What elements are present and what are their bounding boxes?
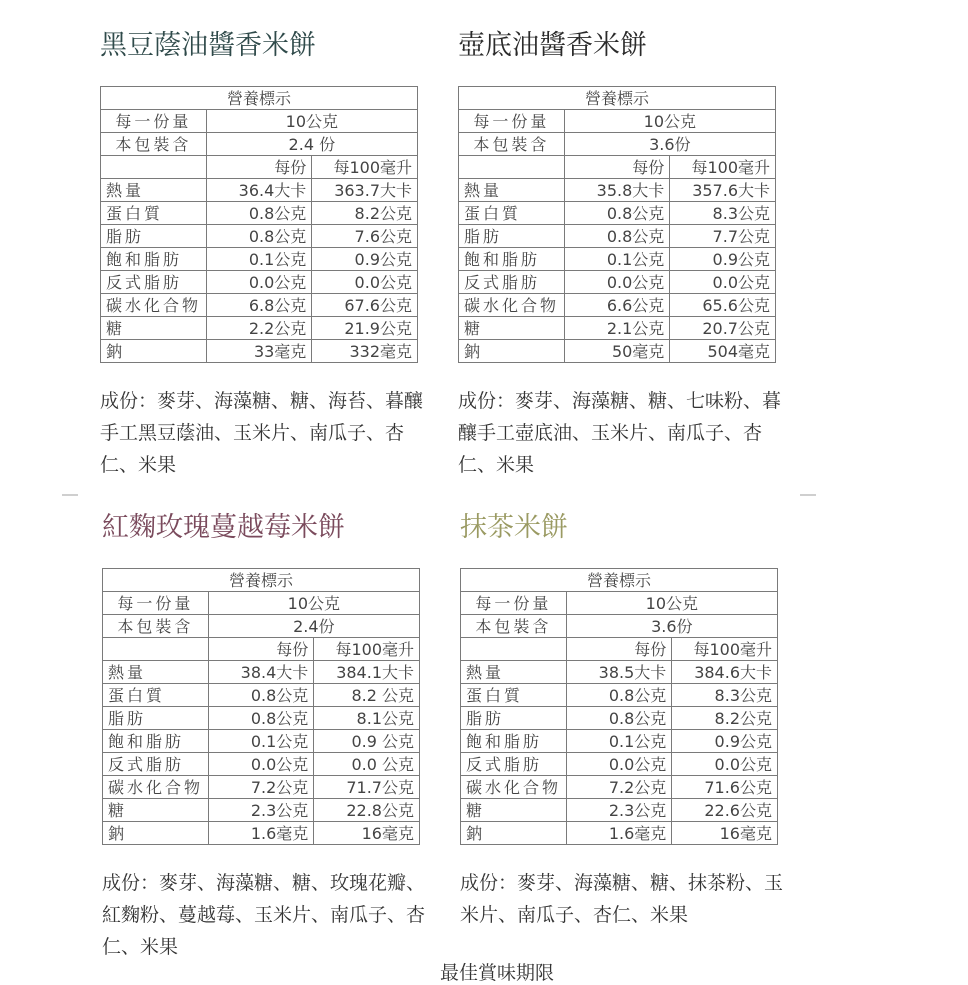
per-serving-value: 0.8公克	[564, 202, 670, 225]
nutrient-label: 飽和脂肪	[461, 730, 567, 753]
footer-heading-cut: 最佳賞味期限	[440, 962, 555, 984]
servings-row	[461, 615, 778, 638]
nutrient-row	[103, 753, 420, 776]
product-card-1	[100, 28, 430, 481]
serving-size-label: 每一份量	[459, 110, 565, 133]
nutrient-label: 脂肪	[459, 225, 565, 248]
serving-size-label: 每一份量	[103, 592, 209, 615]
nutrient-row	[103, 661, 420, 684]
nutrient-label: 脂肪	[101, 225, 207, 248]
nutrition-table	[460, 568, 778, 845]
per-100-value: 7.6公克	[312, 225, 418, 248]
per-100-value: 0.0公克	[670, 271, 776, 294]
nutrient-label: 鈉	[459, 340, 565, 363]
per-serving-value: 6.6公克	[564, 294, 670, 317]
servings-label: 本包裝含	[101, 133, 207, 156]
serving-size-value: 10公克	[566, 592, 777, 615]
per-100-value: 0.9公克	[312, 248, 418, 271]
per-100-value: 16毫克	[672, 822, 778, 845]
nutrient-label: 蛋白質	[459, 202, 565, 225]
per-100-value: 16毫克	[314, 822, 420, 845]
serving-size-value: 10公克	[564, 110, 775, 133]
product-title: 紅麴玫瑰蔓越莓米餅	[102, 512, 345, 543]
per-serving-value: 0.8公克	[566, 684, 672, 707]
table-title: 營養標示	[461, 569, 778, 592]
per-100-value: 332毫克	[312, 340, 418, 363]
per-serving-value: 6.8公克	[206, 294, 312, 317]
per-100-value: 8.2公克	[672, 707, 778, 730]
table-title: 營養標示	[101, 87, 418, 110]
nutrient-label: 反式脂肪	[101, 271, 207, 294]
nutrient-row	[461, 753, 778, 776]
per-serving-value: 38.4大卡	[208, 661, 314, 684]
nutrient-row	[103, 707, 420, 730]
nutrient-label: 碳水化合物	[103, 776, 209, 799]
nutrient-row	[103, 776, 420, 799]
nutrient-row	[101, 340, 418, 363]
per-serving-value: 0.1公克	[566, 730, 672, 753]
empty-header-cell	[103, 638, 209, 661]
per-100-value: 22.6公克	[672, 799, 778, 822]
per-serving-value: 0.1公克	[208, 730, 314, 753]
nutrition-table	[102, 568, 420, 845]
nutrient-row	[461, 799, 778, 822]
per-100-value: 8.3公克	[670, 202, 776, 225]
per-100-value: 65.6公克	[670, 294, 776, 317]
servings-value: 2.4份	[208, 615, 419, 638]
serving-size-row	[459, 110, 776, 133]
product-card-2	[458, 28, 788, 481]
ingredients-text: 成份：麥芽、海藻糖、糖、玫瑰花瓣、紅麴粉、蔓越莓、玉米片、南瓜子、杏仁、米果	[102, 872, 426, 958]
per-serving-value: 0.8公克	[208, 684, 314, 707]
nutrient-row	[101, 179, 418, 202]
serving-size-row	[103, 592, 420, 615]
per-100-value: 0.0公克	[312, 271, 418, 294]
servings-value: 2.4 份	[206, 133, 417, 156]
product-card-3	[102, 510, 432, 963]
nutrient-label: 反式脂肪	[103, 753, 209, 776]
per-serving-value: 0.8公克	[206, 225, 312, 248]
per-100-value: 8.2 公克	[314, 684, 420, 707]
nutrient-label: 熱量	[103, 661, 209, 684]
per-serving-value: 7.2公克	[208, 776, 314, 799]
per-100-value: 357.6大卡	[670, 179, 776, 202]
table-title: 營養標示	[103, 569, 420, 592]
nutrient-row	[101, 271, 418, 294]
per-100-value: 21.9公克	[312, 317, 418, 340]
nutrient-label: 飽和脂肪	[101, 248, 207, 271]
per-100-value: 67.6公克	[312, 294, 418, 317]
product-title: 黑豆蔭油醬香米餅	[100, 30, 316, 61]
nutrient-label: 蛋白質	[103, 684, 209, 707]
nutrient-label: 反式脂肪	[459, 271, 565, 294]
per-100-value: 363.7大卡	[312, 179, 418, 202]
per-100-value: 7.7公克	[670, 225, 776, 248]
nutrient-row	[461, 776, 778, 799]
nutrient-label: 熱量	[101, 179, 207, 202]
column-header-row	[101, 156, 418, 179]
per-100-value: 20.7公克	[670, 317, 776, 340]
per-serving-header: 每份	[564, 156, 670, 179]
nutrient-row	[103, 684, 420, 707]
per-serving-value: 1.6毫克	[566, 822, 672, 845]
serving-size-value: 10公克	[206, 110, 417, 133]
per-serving-value: 2.3公克	[208, 799, 314, 822]
per-100-header: 每100毫升	[312, 156, 418, 179]
table-header-row	[101, 87, 418, 110]
nutrient-row	[459, 225, 776, 248]
nutrient-label: 脂肪	[103, 707, 209, 730]
serving-size-label: 每一份量	[461, 592, 567, 615]
nutrient-label: 鈉	[101, 340, 207, 363]
per-100-value: 384.6大卡	[672, 661, 778, 684]
nutrient-label: 熱量	[459, 179, 565, 202]
nutrient-label: 飽和脂肪	[103, 730, 209, 753]
per-100-header: 每100毫升	[672, 638, 778, 661]
nutrient-label: 鈉	[103, 822, 209, 845]
per-100-value: 8.2公克	[312, 202, 418, 225]
serving-size-row	[461, 592, 778, 615]
per-serving-value: 36.4大卡	[206, 179, 312, 202]
servings-row	[101, 133, 418, 156]
ingredients-text: 成份：麥芽、海藻糖、糖、抹茶粉、玉米片、南瓜子、杏仁、米果	[460, 872, 784, 926]
per-serving-value: 0.8公克	[208, 707, 314, 730]
product-card-4	[460, 510, 790, 931]
table-header-row	[459, 87, 776, 110]
per-serving-value: 2.2公克	[206, 317, 312, 340]
per-serving-value: 0.8公克	[564, 225, 670, 248]
per-serving-value: 0.8公克	[206, 202, 312, 225]
per-100-header: 每100毫升	[670, 156, 776, 179]
per-serving-value: 7.2公克	[566, 776, 672, 799]
per-100-value: 0.0 公克	[314, 753, 420, 776]
nutrient-row	[461, 684, 778, 707]
servings-value: 3.6份	[564, 133, 775, 156]
per-serving-value: 38.5大卡	[566, 661, 672, 684]
nutrient-label: 蛋白質	[461, 684, 567, 707]
nutrient-row	[461, 822, 778, 845]
nutrient-row	[461, 661, 778, 684]
per-serving-value: 35.8大卡	[564, 179, 670, 202]
nutrient-row	[459, 317, 776, 340]
per-serving-header: 每份	[208, 638, 314, 661]
nutrient-label: 碳水化合物	[461, 776, 567, 799]
per-serving-value: 0.8公克	[566, 707, 672, 730]
per-100-value: 0.9公克	[672, 730, 778, 753]
nutrient-label: 鈉	[461, 822, 567, 845]
nutrient-label: 反式脂肪	[461, 753, 567, 776]
servings-row	[459, 133, 776, 156]
nutrient-row	[101, 248, 418, 271]
per-serving-header: 每份	[566, 638, 672, 661]
nutrient-row	[461, 730, 778, 753]
servings-value: 3.6份	[566, 615, 777, 638]
per-serving-value: 33毫克	[206, 340, 312, 363]
ingredients-text: 成份：麥芽、海藻糖、糖、七味粉、暮釀手工壺底油、玉米片、南瓜子、杏仁、米果	[458, 390, 782, 476]
nutrient-row	[461, 707, 778, 730]
per-serving-value: 0.0公克	[566, 753, 672, 776]
per-100-value: 384.1大卡	[314, 661, 420, 684]
serving-size-row	[101, 110, 418, 133]
per-serving-value: 0.0公克	[206, 271, 312, 294]
per-100-value: 71.6公克	[672, 776, 778, 799]
servings-row	[103, 615, 420, 638]
nutrient-label: 糖	[459, 317, 565, 340]
nutrient-row	[459, 179, 776, 202]
nutrient-row	[459, 340, 776, 363]
per-100-value: 0.0公克	[672, 753, 778, 776]
nutrient-row	[101, 202, 418, 225]
nutrient-label: 碳水化合物	[101, 294, 207, 317]
column-header-row	[459, 156, 776, 179]
table-header-row	[103, 569, 420, 592]
nutrient-label: 糖	[101, 317, 207, 340]
per-100-value: 8.1公克	[314, 707, 420, 730]
per-serving-value: 0.1公克	[206, 248, 312, 271]
nutrient-row	[101, 317, 418, 340]
per-100-value: 0.9公克	[670, 248, 776, 271]
nutrient-row	[101, 225, 418, 248]
product-title: 壺底油醬香米餅	[458, 30, 647, 61]
per-serving-value: 50毫克	[564, 340, 670, 363]
per-100-value: 22.8公克	[314, 799, 420, 822]
nutrient-label: 脂肪	[461, 707, 567, 730]
per-serving-header: 每份	[206, 156, 312, 179]
per-100-value: 8.3公克	[672, 684, 778, 707]
nutrient-label: 糖	[103, 799, 209, 822]
nutrient-label: 熱量	[461, 661, 567, 684]
product-title: 抹茶米餅	[460, 512, 568, 543]
per-serving-value: 2.3公克	[566, 799, 672, 822]
per-serving-value: 0.0公克	[564, 271, 670, 294]
servings-label: 本包裝含	[459, 133, 565, 156]
per-serving-value: 0.1公克	[564, 248, 670, 271]
servings-label: 本包裝含	[103, 615, 209, 638]
per-serving-value: 2.1公克	[564, 317, 670, 340]
table-header-row	[461, 569, 778, 592]
per-100-value: 0.9 公克	[314, 730, 420, 753]
empty-header-cell	[101, 156, 207, 179]
nutrient-row	[459, 202, 776, 225]
empty-header-cell	[461, 638, 567, 661]
column-header-row	[461, 638, 778, 661]
per-serving-value: 0.0公克	[208, 753, 314, 776]
section-divider-left	[62, 494, 78, 496]
per-serving-value: 1.6毫克	[208, 822, 314, 845]
nutrient-label: 飽和脂肪	[459, 248, 565, 271]
nutrient-row	[103, 799, 420, 822]
ingredients-text: 成份：麥芽、海藻糖、糖、海苔、暮釀手工黑豆蔭油、玉米片、南瓜子、杏仁、米果	[100, 390, 424, 476]
nutrient-row	[459, 294, 776, 317]
table-title: 營養標示	[459, 87, 776, 110]
per-100-value: 504毫克	[670, 340, 776, 363]
per-100-value: 71.7公克	[314, 776, 420, 799]
nutrition-table	[458, 86, 776, 363]
nutrient-row	[459, 248, 776, 271]
column-header-row	[103, 638, 420, 661]
servings-label: 本包裝含	[461, 615, 567, 638]
nutrient-label: 蛋白質	[101, 202, 207, 225]
empty-header-cell	[459, 156, 565, 179]
nutrition-table	[100, 86, 418, 363]
serving-size-value: 10公克	[208, 592, 419, 615]
nutrient-row	[103, 730, 420, 753]
nutrient-row	[103, 822, 420, 845]
nutrient-row	[459, 271, 776, 294]
per-100-header: 每100毫升	[314, 638, 420, 661]
nutrient-label: 糖	[461, 799, 567, 822]
section-divider-right	[800, 494, 816, 496]
serving-size-label: 每一份量	[101, 110, 207, 133]
nutrient-row	[101, 294, 418, 317]
nutrient-label: 碳水化合物	[459, 294, 565, 317]
